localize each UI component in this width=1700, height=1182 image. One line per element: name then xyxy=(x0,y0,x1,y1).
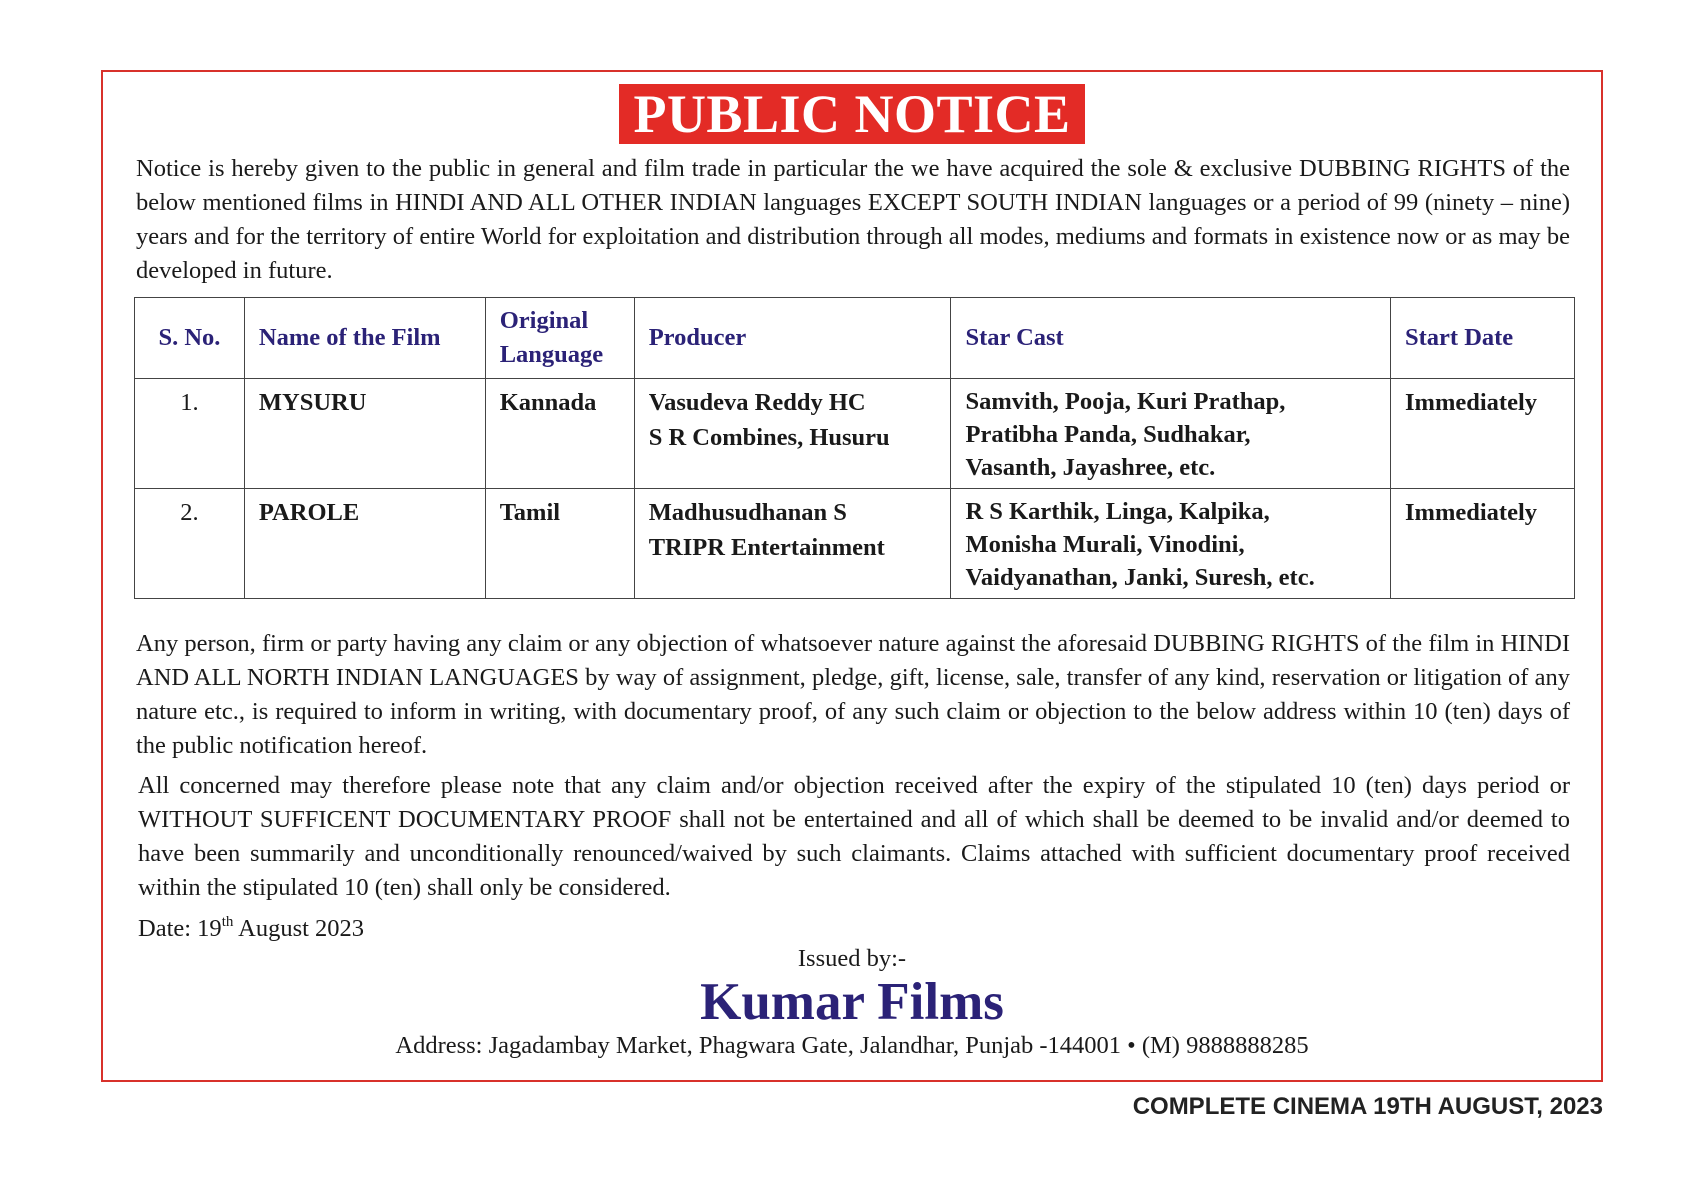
cast-line: Monisha Murali, Vinodini, xyxy=(965,531,1245,558)
cell-sno: 2. xyxy=(135,489,245,599)
cell-producer xyxy=(634,379,951,489)
header-film: Name of the Film xyxy=(244,298,485,379)
cast-line: Vasanth, Jayashree, etc. xyxy=(965,454,1216,481)
cell-film: PAROLE xyxy=(244,489,485,599)
cast-line: Vaidyanathan, Janki, Suresh, etc. xyxy=(965,564,1315,591)
date-prefix: Date: 19 xyxy=(138,915,222,942)
publication-footer: COMPLETE CINEMA 19TH AUGUST, 2023 xyxy=(1132,1093,1603,1120)
date-suffix: August 2023 xyxy=(233,915,365,942)
issuer-name: Kumar Films xyxy=(700,973,1004,1031)
header-start: Start Date xyxy=(1391,298,1575,379)
objection-paragraph: Any person, firm or party having any claim or any objection of whatsoever nature against the aforesaid DUBBING RIGHTS of the film in HINDI AND ALL NORTH INDIAN LANGUAGES by way of assignment, pledge, gift, license, sale, transfer of any kind, reservation or litigation of any nature etc., is required to inform in writing, with documentary proof, of any such claim or objection to the below address within 10 (ten) days of the public notification hereof. xyxy=(136,630,1570,759)
concerned-paragraph: All concerned may therefore please note that any claim and/or objection received after the expiry of the stipulated 10 (ten) days period or WITHOUT SUFFICENT DOCUMENTARY PROOF shall not be entertained and all of which shall be deemed to be invalid and/or deemed to have been summarily and unconditionally renounced/waived by such claimants. Claims attached with sufficient documentary proof received within the stipulated 10 (ten) shall only be considered. xyxy=(138,772,1570,901)
cell-producer xyxy=(634,489,951,599)
cell-start: Immediately xyxy=(1391,489,1575,599)
notice-frame xyxy=(101,70,1603,1082)
cell-start: Immediately xyxy=(1391,379,1575,489)
table-header-row xyxy=(135,298,1575,379)
producer-name: Madhusudhanan S xyxy=(648,499,847,526)
notice-title: PUBLIC NOTICE xyxy=(619,84,1084,144)
header-language-line1: Original xyxy=(499,307,589,334)
films-table xyxy=(134,297,1575,599)
producer-company: TRIPR Entertainment xyxy=(648,534,885,561)
header-producer: Producer xyxy=(634,298,951,379)
header-language xyxy=(485,298,634,379)
header-cast: Star Cast xyxy=(951,298,1391,379)
cast-line: R S Karthik, Linga, Kalpika, xyxy=(965,498,1270,525)
issuer-address: Address: Jagadambay Market, Phagwara Gate, Jalandhar, Punjab -144001 • (M) 9888888285 xyxy=(395,1032,1309,1059)
table-row xyxy=(135,379,1575,489)
cast-line: Samvith, Pooja, Kuri Prathap, xyxy=(965,388,1286,415)
cell-sno: 1. xyxy=(135,379,245,489)
cell-film: MYSURU xyxy=(244,379,485,489)
intro-paragraph: Notice is hereby given to the public in general and film trade in particular the we have acquired the sole & exclusive DUBBING RIGHTS of the below mentioned films in HINDI AND ALL OTHER INDIAN languages EXCEPT SOUTH INDIAN languages or a period of 99 (ninety – nine) years and for the territory of entire World for exploitation and distribution through all modes, mediums and formats in existence now or as may be developed in future. xyxy=(136,155,1570,284)
header-sno: S. No. xyxy=(135,298,245,379)
cell-language: Kannada xyxy=(485,379,634,489)
title-wrap xyxy=(103,84,1601,144)
issued-by: Issued by:- xyxy=(797,945,907,972)
date-ordinal: th xyxy=(221,914,234,930)
cell-cast xyxy=(951,489,1391,599)
producer-name: Vasudeva Reddy HC xyxy=(648,389,866,416)
producer-company: S R Combines, Husuru xyxy=(648,424,890,451)
cell-language: Tamil xyxy=(485,489,634,599)
cell-cast xyxy=(951,379,1391,489)
table-row xyxy=(135,489,1575,599)
header-language-line2: Language xyxy=(499,341,604,368)
cast-line: Pratibha Panda, Sudhakar, xyxy=(965,421,1251,448)
notice-date xyxy=(138,915,364,943)
